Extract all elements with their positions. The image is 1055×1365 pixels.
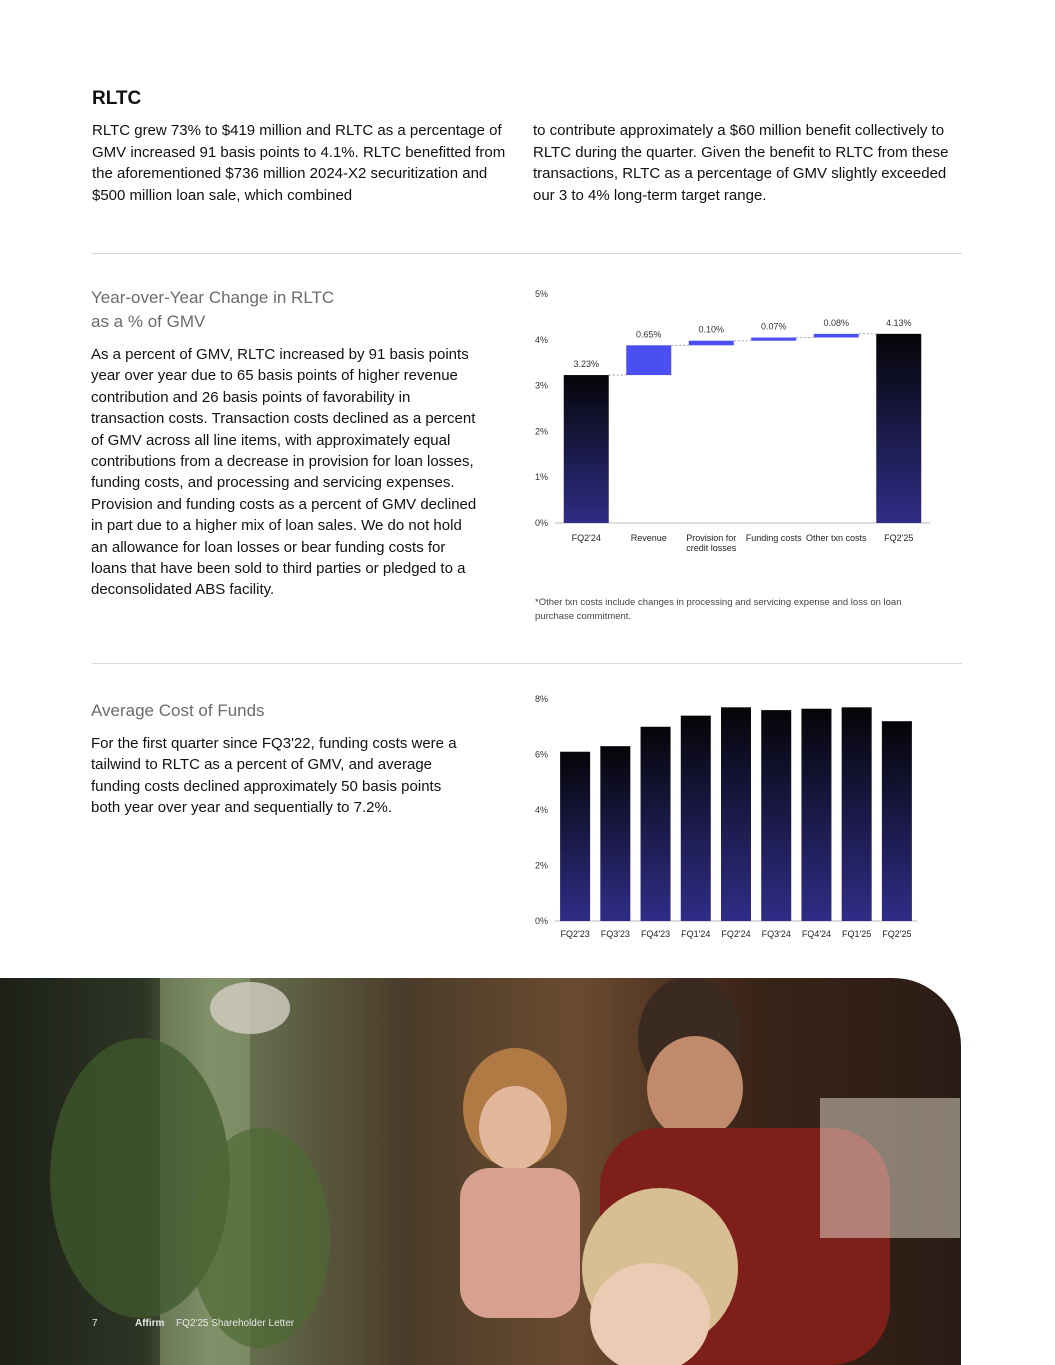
cof-body-text: For the first quarter since FQ3'22, funding costs were a tailwind to RLTC as a percent of GMV, and average funding costs declined approximately 50 basis points both year over year and sequentially to 7.2%. xyxy=(91,735,457,817)
cost-of-funds-bar xyxy=(560,752,590,921)
cost-of-funds-bar xyxy=(600,746,630,921)
x-tick-label: FQ3'23 xyxy=(600,929,630,939)
cost-of-funds-bar xyxy=(721,707,751,921)
x-tick-label: FQ4'23 xyxy=(640,929,671,939)
y-tick-label: 6% xyxy=(535,749,549,760)
data-label: 0.65% xyxy=(635,329,662,340)
photo-illustration xyxy=(0,978,961,1365)
x-tick-label: Provision for xyxy=(686,533,737,543)
y-tick-label: 4% xyxy=(535,334,549,345)
cost-of-funds-bar xyxy=(641,727,671,921)
intro-paragraph-right: to contribute approximately a $60 million benefit collectively to RLTC during the quarter. Given the benefit to RLTC from these transactions, RLTC as a percentage of GMV slightly exceeded our 3 to 4% long-term target range. xyxy=(533,122,949,204)
y-tick-label: 8% xyxy=(535,694,549,704)
x-tick-label: Funding costs xyxy=(745,533,802,543)
waterfall-bar xyxy=(814,334,859,338)
data-label: 0.10% xyxy=(698,324,725,335)
cost-of-funds-bar xyxy=(801,709,831,921)
x-tick-label: Other txn costs xyxy=(805,533,867,543)
intro-paragraph-left: RLTC grew 73% to $419 million and RLTC as a percentage of GMV increased 91 basis points to 4.1%. RLTC benefitted from the aforementioned $736 million 2024-X2 securitization and $500 million loan sale, which combined xyxy=(92,122,506,204)
data-label: 4.13% xyxy=(885,317,912,328)
waterfall-bar xyxy=(876,334,921,523)
cof-subtitle: Average Cost of Funds xyxy=(91,701,265,720)
family-kitchen-photo xyxy=(0,978,961,1365)
y-tick-label: 4% xyxy=(535,805,549,815)
x-tick-label: FQ2'24 xyxy=(571,533,601,543)
x-tick-label: FQ2'23 xyxy=(560,929,590,939)
yoy-subtitle: Year-over-Year Change in RLTC as a % of GMV xyxy=(91,288,335,331)
x-tick-label: FQ2'24 xyxy=(721,929,751,939)
waterfall-chart-svg xyxy=(525,284,945,574)
y-tick-label: 2% xyxy=(535,426,549,437)
x-tick-label: FQ1'24 xyxy=(681,929,711,939)
x-tick-label: FQ3'24 xyxy=(761,929,791,939)
x-tick-label: credit losses xyxy=(686,543,737,553)
cost-of-funds-bar xyxy=(761,710,791,921)
cost-of-funds-bar xyxy=(882,721,912,921)
cost-of-funds-bar xyxy=(842,707,872,921)
y-tick-label: 0% xyxy=(535,518,549,528)
chart-footnote: *Other txn costs include changes in processing and servicing expense and loss on loan purchase commitment. xyxy=(535,597,902,622)
waterfall-bar xyxy=(626,345,671,375)
y-tick-label: 3% xyxy=(535,380,549,391)
x-tick-label: FQ2'25 xyxy=(884,533,914,543)
cost-of-funds-chart-svg xyxy=(525,690,945,950)
y-tick-label: 0% xyxy=(535,916,549,926)
yoy-body-text: As a percent of GMV, RLTC increased by 91 basis points year over year due to 65 basis points of higher revenue contribution and 26 basis points of favorability in transaction costs. Transaction costs declined as a percent of GMV across all line items, with approximately equal contributions from a decrease in provision for loan losses, funding costs, and processing and servicing expenses. Provision and funding costs as a percent of GMV declined in part due to a higher mix of loan sales. We do not hold an allowance for loan losses or bear funding costs for loans that have been sold to third parties or pledged to a deconsolidated ABS facility. xyxy=(91,346,477,599)
footer-document-title: FQ2'25 Shareholder Letter xyxy=(176,1318,295,1329)
y-tick-label: 2% xyxy=(535,860,549,871)
waterfall-bar xyxy=(689,341,734,346)
footer-brand: Affirm xyxy=(135,1318,165,1329)
waterfall-chart xyxy=(525,284,945,574)
cost-of-funds-bar xyxy=(681,716,711,921)
x-tick-label: FQ1'25 xyxy=(842,929,872,939)
data-label: 0.07% xyxy=(760,321,787,332)
x-tick-label: FQ2'25 xyxy=(882,929,912,939)
y-tick-label: 1% xyxy=(535,472,549,483)
divider xyxy=(92,663,962,664)
page-number: 7 xyxy=(92,1318,98,1329)
section-title: RLTC xyxy=(92,88,142,109)
cost-of-funds-chart xyxy=(525,690,945,950)
waterfall-bar xyxy=(564,375,609,523)
data-label: 3.23% xyxy=(573,359,600,370)
x-tick-label: Revenue xyxy=(630,533,667,543)
y-tick-label: 5% xyxy=(535,289,549,299)
x-tick-label: FQ4'24 xyxy=(801,929,832,939)
data-label: 0.08% xyxy=(823,317,850,328)
waterfall-bar xyxy=(751,338,796,341)
divider xyxy=(92,253,962,254)
